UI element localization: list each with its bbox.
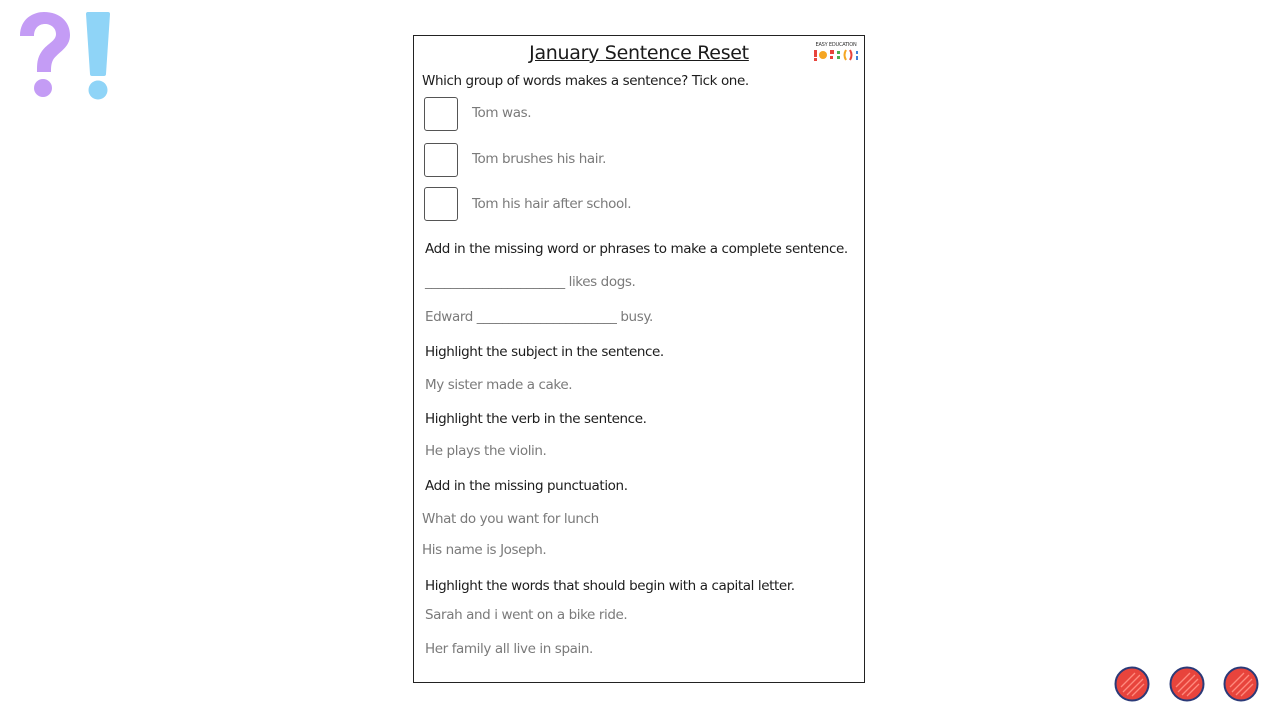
question-exclamation-icon [12,8,122,108]
nav-dot-3-icon[interactable] [1222,665,1260,703]
q3-sentence: My sister made a cake. [425,377,573,393]
tick-box-2[interactable] [424,143,458,177]
q6-line-2: Her family all live in spain. [425,641,593,657]
q2-line-1: ______________________ likes dogs. [425,274,636,290]
nav-dot-1-icon[interactable] [1113,665,1151,703]
q1-prompt: Which group of words makes a sentence? Tick one. [422,73,749,89]
brand-logo [812,42,860,64]
q3-prompt: Highlight the subject in the sentence. [425,344,664,360]
q6-prompt: Highlight the words that should begin with a capital letter. [425,578,795,594]
q4-sentence: He plays the violin. [425,443,547,459]
q4-prompt: Highlight the verb in the sentence. [425,411,647,427]
q5-line-2: His name is Joseph. [422,542,547,558]
q5-line-1: What do you want for lunch [422,511,599,527]
q6-line-1: Sarah and i went on a bike ride. [425,607,628,623]
logo-mark-icon [812,48,860,62]
q1-option-2: Tom brushes his hair. [472,151,606,167]
q2-prompt: Add in the missing word or phrases to make a complete sentence. [425,241,848,257]
worksheet-title: January Sentence Reset [529,42,749,64]
worksheet [413,35,865,683]
q5-prompt: Add in the missing punctuation. [425,478,628,494]
logo-text: EASY EDUCATION [815,42,857,48]
q2-line-2: Edward ______________________ busy. [425,309,653,325]
tick-box-3[interactable] [424,187,458,221]
q1-option-3: Tom his hair after school. [472,196,632,212]
tick-box-1[interactable] [424,97,458,131]
q1-option-1: Tom was. [472,105,532,121]
nav-dot-2-icon[interactable] [1168,665,1206,703]
